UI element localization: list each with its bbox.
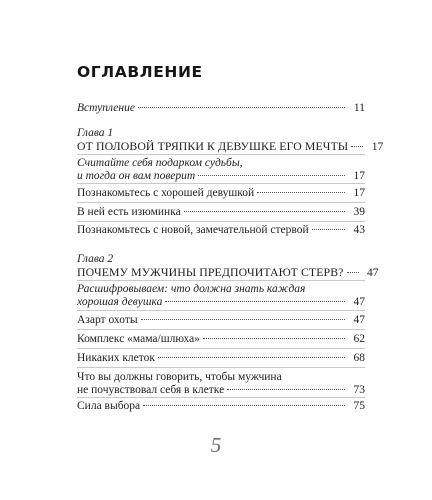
table-of-contents	[77, 0, 384, 500]
dot-leader	[141, 319, 345, 320]
toc-entry-title: Вступление	[77, 102, 135, 114]
divider	[77, 183, 365, 184]
divider	[77, 367, 365, 368]
toc-chapter-1[interactable]	[77, 139, 384, 154]
chapter-title: ОТ ПОЛОВОЙ ТРЯПКИ К ДЕВУШКЕ ЕГО МЕЧТЫ	[77, 139, 349, 153]
page-title: ОГЛАВЛЕНИЕ	[77, 63, 203, 81]
toc-entry[interactable]	[77, 352, 365, 365]
toc-page-number: 47	[353, 296, 365, 308]
toc-entry-title: Считайте себя подарком судьбы,	[77, 157, 243, 169]
toc-page-number: 47	[367, 267, 379, 279]
page-number: 5	[210, 433, 222, 457]
toc-entry[interactable]	[77, 187, 365, 200]
dot-leader	[347, 272, 359, 273]
divider	[77, 348, 365, 349]
dot-leader	[198, 175, 345, 176]
toc-page-number: 47	[353, 314, 365, 326]
dot-leader	[165, 301, 345, 302]
toc-chapter-2[interactable]	[77, 265, 379, 280]
toc-page-number: 62	[353, 333, 365, 345]
toc-page-number: 73	[353, 384, 365, 396]
toc-page-number: 11	[353, 102, 365, 114]
toc-entry[interactable]	[77, 333, 365, 346]
dot-leader	[351, 146, 363, 147]
divider	[77, 280, 365, 281]
toc-page-number: 39	[353, 206, 365, 218]
dot-leader	[203, 338, 345, 339]
toc-page-number: 17	[371, 141, 384, 153]
divider	[77, 310, 365, 311]
toc-entry[interactable]	[77, 283, 365, 309]
toc-page-number: 17	[353, 187, 365, 199]
toc-entry[interactable]	[77, 400, 365, 413]
toc-entry-title: Познакомьтесь с хорошей девушкой	[77, 187, 255, 199]
toc-entry[interactable]	[77, 371, 365, 397]
toc-entry[interactable]	[77, 206, 365, 219]
toc-entry-title-cont: хорошая девушка	[77, 296, 163, 308]
toc-entry-title-cont: и тогда он вам поверит	[77, 170, 196, 182]
chapter-label: Глава 1	[77, 127, 114, 139]
dot-leader	[227, 389, 345, 390]
toc-page-number: 68	[353, 352, 365, 364]
dot-leader	[143, 405, 345, 406]
toc-entry[interactable]	[77, 224, 365, 237]
divider	[77, 154, 365, 155]
toc-entry[interactable]	[77, 314, 365, 327]
toc-entry[interactable]	[77, 157, 365, 183]
toc-entry-title: В ней есть изюминка	[77, 206, 181, 218]
divider	[77, 397, 365, 398]
dot-leader	[138, 107, 345, 108]
divider	[77, 329, 365, 330]
toc-entry-title: Что вы должны говорить, чтобы мужчина	[77, 371, 282, 383]
dot-leader	[158, 357, 345, 358]
dot-leader	[312, 229, 345, 230]
toc-entry-title: Комплекс «мама/шлюха»	[77, 333, 200, 345]
toc-entry-title: Никаких клеток	[77, 352, 155, 364]
toc-entry-title: Расшифровываем: что должна знать каждая	[77, 283, 306, 295]
chapter-title: ПОЧЕМУ МУЖЧИНЫ ПРЕДПОЧИТАЮТ СТЕРВ?	[77, 265, 344, 279]
divider	[77, 202, 365, 203]
chapter-label: Глава 2	[77, 253, 114, 265]
toc-page-number: 43	[353, 224, 365, 236]
toc-entry-title-cont: не почувствовал себя в клетке	[77, 384, 225, 396]
toc-page-number: 17	[353, 170, 365, 182]
toc-entry-title: Познакомьтесь с новой, замечательной стервой	[77, 224, 309, 236]
toc-entry-intro[interactable]	[77, 102, 365, 115]
toc-entry-title: Азарт охоты	[77, 314, 138, 326]
dot-leader	[257, 192, 345, 193]
toc-page-number: 75	[353, 400, 365, 412]
dot-leader	[184, 211, 345, 212]
divider	[77, 221, 365, 222]
toc-entry-title: Сила выбора	[77, 400, 141, 412]
